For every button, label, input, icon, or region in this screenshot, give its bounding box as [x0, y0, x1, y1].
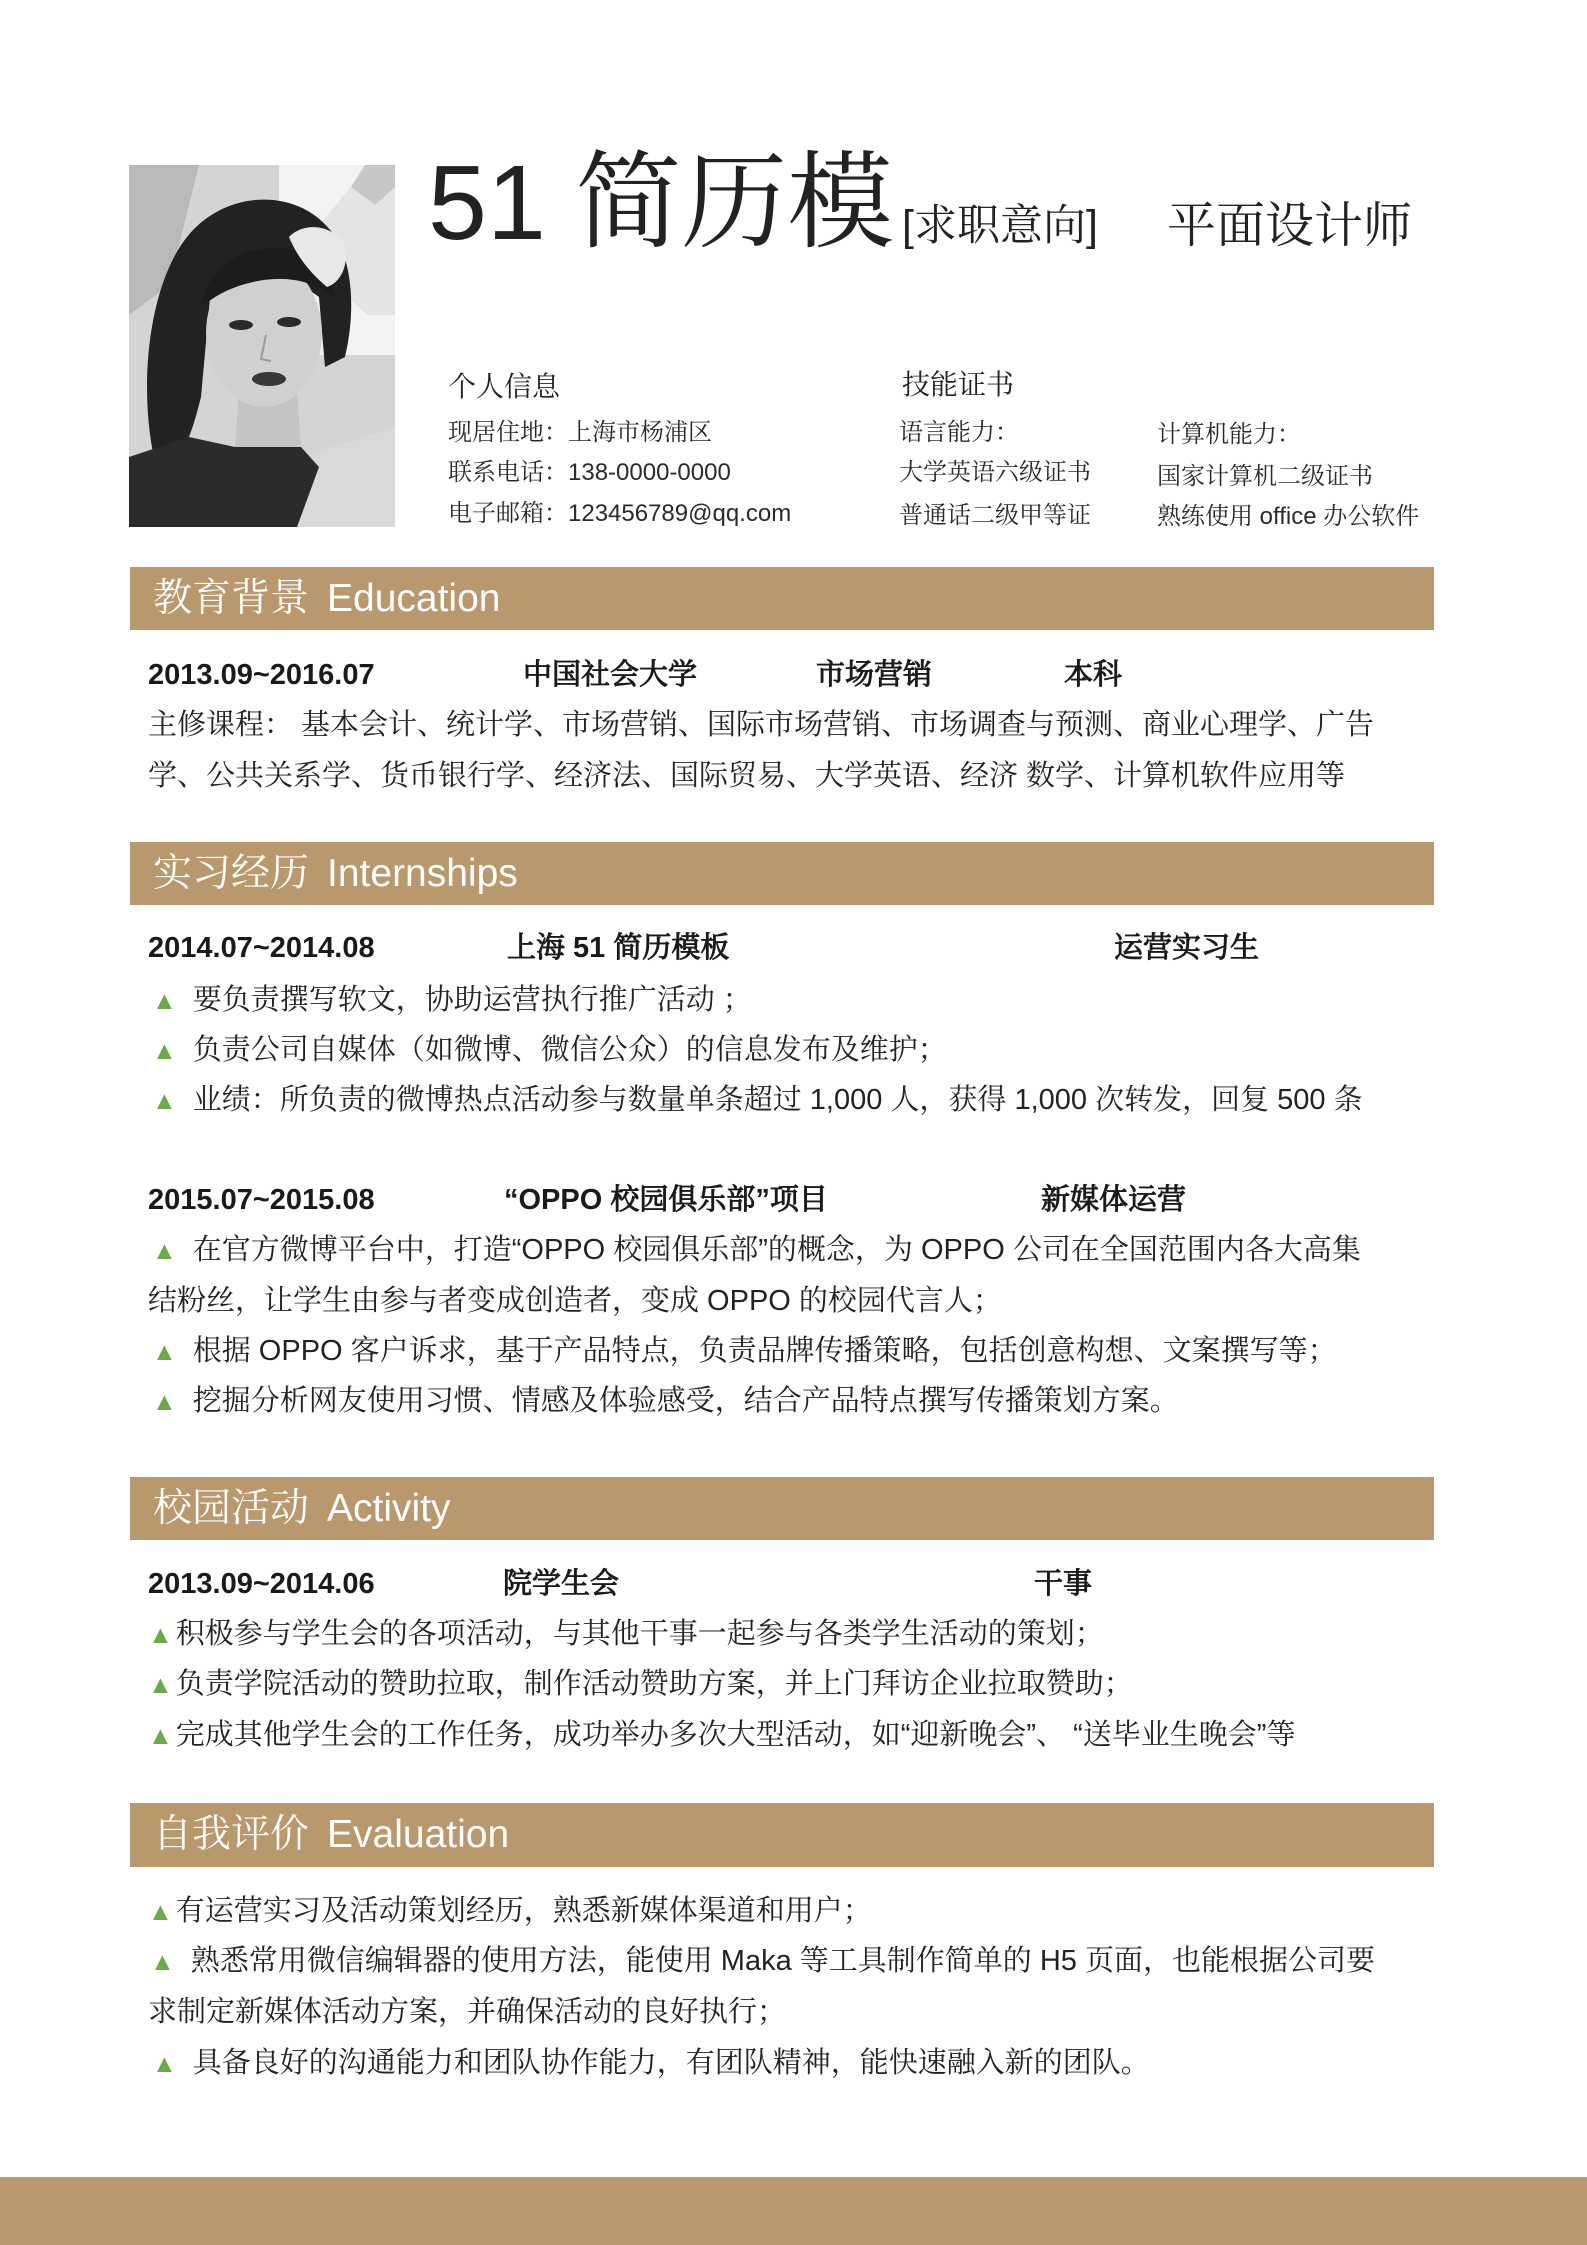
section-title-en: Education [327, 577, 501, 620]
internships-section-title [153, 842, 518, 905]
triangle-bullet-icon: ▲ [152, 1087, 177, 1115]
evaluation-item [152, 2043, 1150, 2084]
duty-text: 业绩：所负责的微博热点活动参与数量单条超过 1,000 人，获得 1,000 次转发，回复 500 条 [192, 1084, 1363, 1116]
activity-role: 干事 [1034, 1568, 1093, 1600]
triangle-bullet-icon: ▲ [148, 1722, 173, 1750]
duty-text: 要负责撰写软文，协助运营执行推广活动 ； [192, 984, 752, 1016]
section-title-en: Activity [327, 1487, 451, 1530]
language-skill-label: 语言能力： [899, 419, 1019, 446]
internship-duty-item [152, 1331, 1337, 1372]
footer-band [0, 2177, 1587, 2245]
portrait-right-eye [277, 317, 301, 327]
section-title-cn: 自我评价 [153, 1813, 310, 1856]
portrait-lips [252, 372, 286, 386]
evaluation-text: 有运营实习及活动策划经历，熟悉新媒体渠道和用户； [175, 1895, 872, 1927]
activity-item [148, 1664, 1133, 1705]
triangle-bullet-icon: ▲ [152, 1388, 177, 1416]
activity-section-title [153, 1477, 451, 1540]
resume-name-title: 51 简历模 [428, 144, 894, 262]
triangle-bullet-icon: ▲ [152, 987, 177, 1015]
evaluation-item [150, 1941, 1375, 1982]
activity-text: 负责学院活动的赞助拉取，制作活动赞助方案，并上门拜访企业拉取赞助； [175, 1668, 1133, 1700]
portrait-clothing [129, 437, 319, 527]
activity-period: 2013.09~2014.06 [148, 1568, 375, 1600]
duty-text: 根据 OPPO 客户诉求，基于产品特点，负责品牌传播策略，包括创意构想、文案撰写等； [192, 1335, 1337, 1367]
evaluation-section-title [153, 1803, 509, 1867]
section-title-cn: 教育背景 [153, 577, 310, 620]
profile-photo [129, 165, 395, 527]
language-cert-item: 普通话二级甲等证 [899, 502, 1091, 529]
email-text: 电子邮箱：123456789@qq.com [448, 500, 792, 527]
phone-text: 联系电话：138-0000-0000 [448, 459, 731, 486]
portrait-left-eye [229, 320, 253, 330]
triangle-bullet-icon: ▲ [150, 1948, 175, 1976]
evaluation-text: 具备良好的沟通能力和团队协作能力，有团队精神，能快速融入新的团队。 [192, 2047, 1150, 2079]
triangle-bullet-icon: ▲ [152, 2050, 177, 2078]
education-school: 中国社会大学 [523, 659, 698, 691]
education-period: 2013.09~2016.07 [148, 659, 375, 691]
internship-period: 2015.07~2015.08 [148, 1184, 375, 1216]
computer-cert-item: 熟练使用 office 办公软件 [1157, 503, 1420, 530]
courses-line: 主修课程： 基本会计、统计学、市场营销、国际市场营销、市场调查与预测、商业心理学、广告 [148, 709, 1375, 741]
certificates-title: 技能证书 [902, 369, 1015, 400]
triangle-bullet-icon: ▲ [152, 1237, 177, 1265]
computer-cert-item: 国家计算机二级证书 [1157, 463, 1373, 490]
job-objective: 平面设计师 [1167, 199, 1413, 253]
triangle-bullet-icon: ▲ [148, 1621, 173, 1649]
triangle-bullet-icon: ▲ [148, 1671, 173, 1699]
internship-period: 2014.07~2014.08 [148, 932, 375, 964]
internship-duty-item [152, 1030, 947, 1071]
activity-text: 完成其他学生会的工作任务，成功举办多次大型活动，如“迎新晚会”、 “送毕业生晚会”等 [175, 1719, 1296, 1751]
address-text: 现居住地：上海市杨浦区 [448, 419, 712, 446]
internship-duty-item [152, 1381, 1179, 1422]
internship-duty-item [152, 1230, 1361, 1271]
education-section-header [130, 567, 1434, 630]
internship-duty-item [152, 980, 752, 1021]
internship-company: “OPPO 校园俱乐部”项目 [504, 1184, 828, 1216]
education-major: 市场营销 [816, 659, 933, 691]
triangle-bullet-icon: ▲ [152, 1037, 177, 1065]
courses-line: 学、公共关系学、货币银行学、经济法、国际贸易、大学英语、经济 数学、计算机软件应用等 [148, 760, 1346, 792]
section-title-cn: 校园活动 [153, 1487, 310, 1530]
education-degree: 本科 [1064, 659, 1123, 691]
activity-section-header [130, 1477, 1434, 1540]
internship-company: 上海 51 简历模板 [507, 932, 730, 964]
job-objective-label: [求职意向] [902, 202, 1098, 250]
section-title-cn: 实习经历 [153, 852, 310, 895]
personal-info-title: 个人信息 [448, 371, 561, 402]
activity-item [148, 1614, 1104, 1655]
language-cert-item: 大学英语六级证书 [899, 459, 1091, 486]
duty-text: 挖掘分析网友使用习惯、情感及体验感受，结合产品特点撰写传播策划方案。 [192, 1385, 1179, 1417]
internship-role: 新媒体运营 [1041, 1184, 1187, 1216]
activity-text: 积极参与学生会的各项活动，与其他干事一起参与各类学生活动的策划； [175, 1618, 1104, 1650]
triangle-bullet-icon: ▲ [152, 1338, 177, 1366]
duty-text: 负责公司自媒体（如微博、微信公众）的信息发布及维护； [192, 1034, 947, 1066]
computer-skill-label: 计算机能力： [1157, 421, 1301, 448]
education-section-title [153, 567, 500, 630]
evaluation-section-header [130, 1803, 1434, 1867]
activity-organization: 院学生会 [503, 1568, 620, 1600]
duty-text-continuation: 结粉丝，让学生由参与者变成创造者，变成 OPPO 的校园代言人； [148, 1285, 1002, 1317]
portrait-image [129, 165, 395, 527]
internships-section-header [130, 842, 1434, 905]
section-title-en: Internships [327, 852, 518, 895]
duty-text: 在官方微博平台中，打造“OPPO 校园俱乐部”的概念，为 OPPO 公司在全国范围内各大高集 [192, 1234, 1361, 1266]
evaluation-text-continuation: 求制定新媒体活动方案，并确保活动的良好执行； [148, 1996, 787, 2028]
evaluation-item [148, 1891, 872, 1932]
internship-role: 运营实习生 [1114, 932, 1260, 964]
triangle-bullet-icon: ▲ [148, 1898, 173, 1926]
internship-duty-item [152, 1080, 1363, 1121]
section-title-en: Evaluation [327, 1813, 510, 1856]
evaluation-text: 熟悉常用微信编辑器的使用方法，能使用 Maka 等工具制作简单的 H5 页面，也能根据公司要 [190, 1945, 1375, 1977]
activity-item [148, 1715, 1295, 1756]
